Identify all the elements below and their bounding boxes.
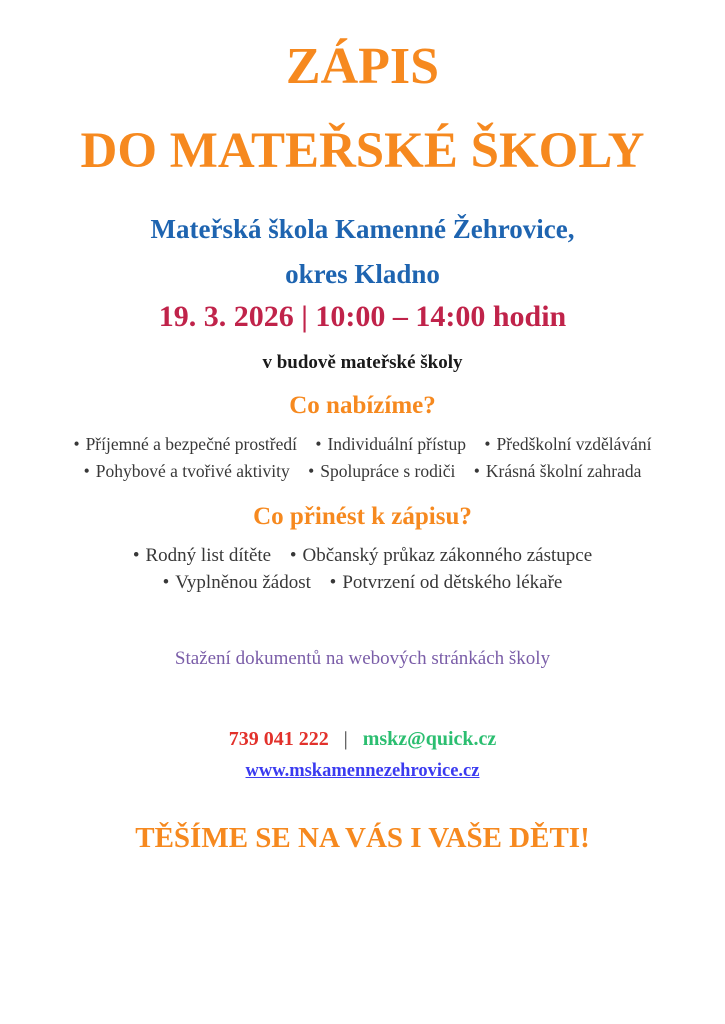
- offer-list: [0, 431, 725, 485]
- list-item: [133, 542, 271, 569]
- list-item-text: Spolupráce s rodiči: [320, 461, 456, 482]
- school-district: okres Kladno: [285, 259, 440, 290]
- list-item: [484, 431, 651, 458]
- offer-line-2: [0, 458, 725, 485]
- list-item: [73, 431, 297, 458]
- closing-message: TĚŠÍME SE NA VÁS I VAŠE DĚTI!: [135, 822, 590, 855]
- list-item: [474, 458, 642, 485]
- list-item-text: Krásná školní zahrada: [485, 461, 642, 482]
- list-item-text: Pohybové a tvořivé aktivity: [95, 461, 290, 482]
- list-item-text: Příjemné a bezpečné prostředí: [85, 434, 297, 455]
- email-address[interactable]: mskz@quick.cz: [362, 728, 497, 751]
- contact-row: [0, 728, 725, 751]
- documents-note: Stažení dokumentů na webových stránkách školy: [174, 648, 551, 670]
- offer-heading: Co nabízíme?: [289, 392, 436, 420]
- bullet-icon: •: [289, 545, 297, 567]
- bring-list: [0, 542, 725, 596]
- website-row: [0, 761, 725, 782]
- bullet-icon: •: [315, 434, 322, 455]
- offer-line-1: [0, 431, 725, 458]
- bullet-icon: •: [308, 461, 315, 482]
- list-item: [84, 458, 290, 485]
- list-item: [315, 431, 466, 458]
- school-name: Mateřská škola Kamenné Žehrovice,: [150, 214, 575, 245]
- list-item: [290, 542, 592, 569]
- list-item: [330, 569, 563, 596]
- bring-line-1: [0, 542, 725, 569]
- bullet-icon: •: [329, 572, 337, 594]
- page-subtitle: DO MATEŘSKÉ ŠKOLY: [80, 122, 645, 179]
- bring-heading: Co přinést k zápisu?: [253, 503, 472, 531]
- bullet-icon: •: [484, 434, 491, 455]
- page-title: ZÁPIS: [285, 38, 440, 95]
- bring-line-2: [0, 569, 725, 596]
- list-item: [308, 458, 455, 485]
- list-item-text: Občanský průkaz zákonného zástupce: [302, 545, 593, 567]
- event-location: v budově mateřské školy: [262, 352, 463, 374]
- list-item-text: Potvrzení od dětského lékaře: [342, 572, 563, 594]
- contact-separator: |: [343, 728, 348, 751]
- website-link[interactable]: www.mskamennezehrovice.cz: [245, 761, 480, 782]
- bullet-icon: •: [73, 434, 80, 455]
- list-item: [163, 569, 311, 596]
- bullet-icon: •: [132, 545, 140, 567]
- phone-number: 739 041 222: [228, 728, 329, 751]
- list-item-text: Vyplněnou žádost: [175, 572, 311, 594]
- list-item-text: Rodný list dítěte: [145, 545, 272, 567]
- list-item-text: Individuální přístup: [327, 434, 466, 455]
- list-item-text: Předškolní vzdělávání: [496, 434, 652, 455]
- event-datetime: 19. 3. 2026 | 10:00 – 14:00 hodin: [158, 300, 567, 334]
- bullet-icon: •: [162, 572, 170, 594]
- bullet-icon: •: [83, 461, 90, 482]
- bullet-icon: •: [473, 461, 480, 482]
